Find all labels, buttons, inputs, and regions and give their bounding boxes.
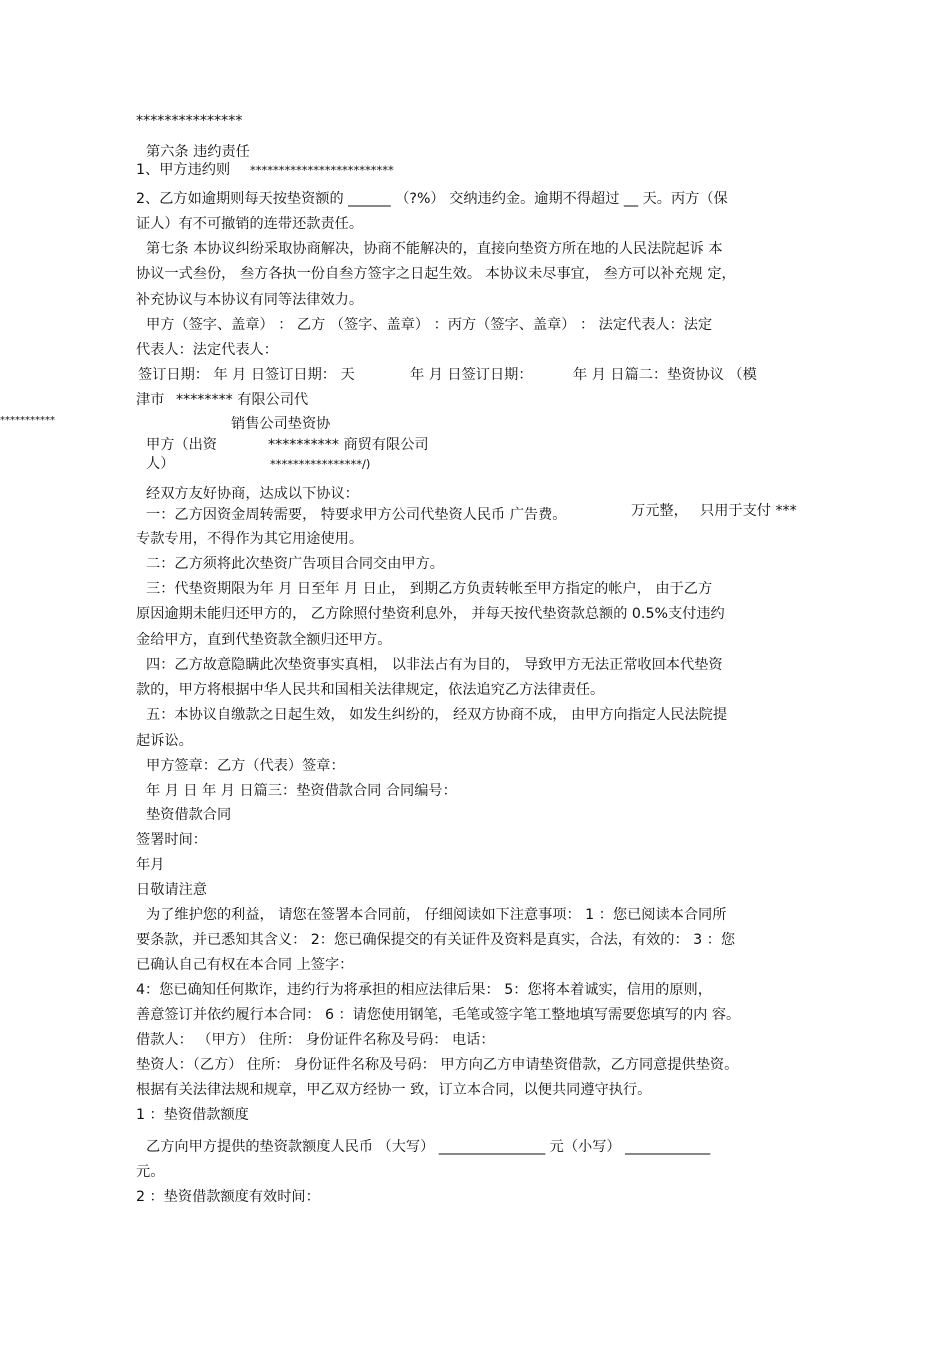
clause-one-text: 一：乙方因资金周转需要， 特要求甲方公司代垫资人民币 广告费。 (146, 507, 567, 523)
text-line: 专款专用，不得作为其它用途使用。 (136, 531, 364, 547)
text-line: 万元整， (631, 503, 688, 519)
text-line: 签署时间： (136, 832, 207, 848)
text-line: 日敬请注意 (136, 882, 207, 898)
clause-four-text: 四：乙方故意隐瞒此次垫资事实真相， 以非法占有为目的， 导致甲方无法正常收回本代垫资 (146, 657, 723, 673)
text-line: 2、乙方如逾期则每天按垫资额的 ______ （?%） 交纳违约金。逾期不得超过 __ 天。丙方（保 (136, 191, 728, 207)
text-line: 协议一式叁份， 叁方各执一份自叁方签字之日起生效。 本协议未尽事宜， 叁方可以补充规 定， (136, 266, 736, 282)
date-line: 年 月 日篇二：垫资协议 （模 (573, 367, 757, 383)
text-line: 原因逾期未能归还甲方的， 乙方除照付垫资利息外， 并每天按代垫资款总额的 0.5%支付违约 (136, 606, 725, 622)
text-line: 1、甲方违约则 (136, 162, 231, 178)
clause-three-text: 三：代垫资期限为年 月 日至年 月 日止， 到期乙方负责转帐至甲方指定的帐户， 由于乙方 (146, 581, 713, 597)
signature-line: 甲方签章：乙方（代表）签章： (146, 758, 345, 774)
clause-five-text: 五：本协议自缴款之日起生效， 如发生纠纷的， 经双方协商不成， 由甲方向指定人民法院提 (146, 707, 728, 723)
signature-line: 甲方（签字、盖章） ： 乙方 （签字、盖章） ：丙方（签字、盖章） ： 法定代表人：法定 (146, 317, 713, 333)
clause-two-text: 二：乙方须将此次垫资广告项目合同交由甲方。 (146, 556, 444, 572)
text-line: ********** 商贸有限公司 (268, 437, 429, 453)
borrower-line: 借款人： （甲方） 住所： 身份证件名称及号码： 电话： (136, 1032, 495, 1048)
text-line: 要条款，并已悉知其含义： 2：您已确保提交的有关证件及资料是真实，合法，有效的： 3 ：您 (136, 932, 736, 948)
text-line: 元。 (136, 1164, 165, 1180)
article-seven-text: 第七条 本协议纠纷采取协商解决，协商不能解决的，直接向垫资方所在地的人民法院起诉 本 (146, 241, 723, 257)
text-line: 善意签订并依约履行本合同： 6 ：请您使用钢笔，毛笔或签字笔工整地填写需要您填写的内 容。 (136, 1007, 741, 1023)
text-line: 起诉讼。 (136, 733, 193, 749)
lender-line: 垫资人：（乙方） 住所： 身份证件名称及号码： 甲方向乙方申请垫资借款，乙方同意提供垫资。 (136, 1057, 739, 1073)
text-line: 销售公司垫资协 (231, 416, 331, 432)
text-line: 金给甲方，直到代垫资款全额归还甲方。 (136, 632, 392, 648)
notice-text: 为了维护您的利益， 请您在签署本合同前， 仔细阅读如下注意事项： 1 ：您已阅读本合同所 (146, 907, 727, 923)
text-line: ******** 有限公司代 (176, 392, 309, 408)
contract-title: 垫资借款合同 (146, 807, 232, 823)
section-heading: 2 ：垫资借款额度有效时间： (136, 1189, 320, 1205)
text-line: 津市 (136, 392, 165, 408)
date-line: 年 月 日签订日期： (410, 367, 533, 383)
date-line: 年 月 日 年 月 日篇三：垫资借款合同 合同编号： (146, 783, 457, 799)
section-heading: 1 ：垫资借款额度 (136, 1107, 249, 1123)
text-line: 款的，甲方将根据中华人民共和国相关法律规定，依法追究乙方法律责任。 (136, 682, 605, 698)
text-line: 只用于支付 *** (700, 503, 797, 519)
asterisk-line: ************************* (250, 163, 394, 177)
text-line: 人） (146, 456, 175, 472)
article-six-heading: 第六条 违约责任 (146, 144, 250, 160)
text-line: 甲方（出资 (146, 437, 217, 453)
date-line: 签订日期： 年 月 日签订日期： 天 (138, 367, 355, 383)
amount-line: 乙方向甲方提供的垫资款额度人民币 （大写） _______________ 元（小写） ____________ (146, 1139, 711, 1155)
text-line: 证人）有不可撤销的连带还款责任。 (136, 216, 364, 232)
margin-asterisks: *********** (0, 415, 55, 426)
text-line: 代表人：法定代表人： (136, 342, 278, 358)
text-line: 已确认自己有权在本合同 上签字： (136, 957, 354, 973)
text-line: 经双方友好协商，达成以下协议： (146, 486, 359, 502)
text-line: 根据有关法律法规和规章，甲乙双方经协一 致，订立本合同，以便共同遵守执行。 (136, 1082, 652, 1098)
asterisk-line: ****************/) (270, 457, 371, 471)
text-line: 年月 (136, 857, 165, 873)
asterisk-line: *************** (136, 113, 243, 129)
text-line: 4：您已确知任何欺诈，违约行为将承担的相应法律后果： 5：您将本着诚实，信用的原则， (136, 982, 712, 998)
text-line: 补充协议与本协议有同等法律效力。 (136, 292, 364, 308)
